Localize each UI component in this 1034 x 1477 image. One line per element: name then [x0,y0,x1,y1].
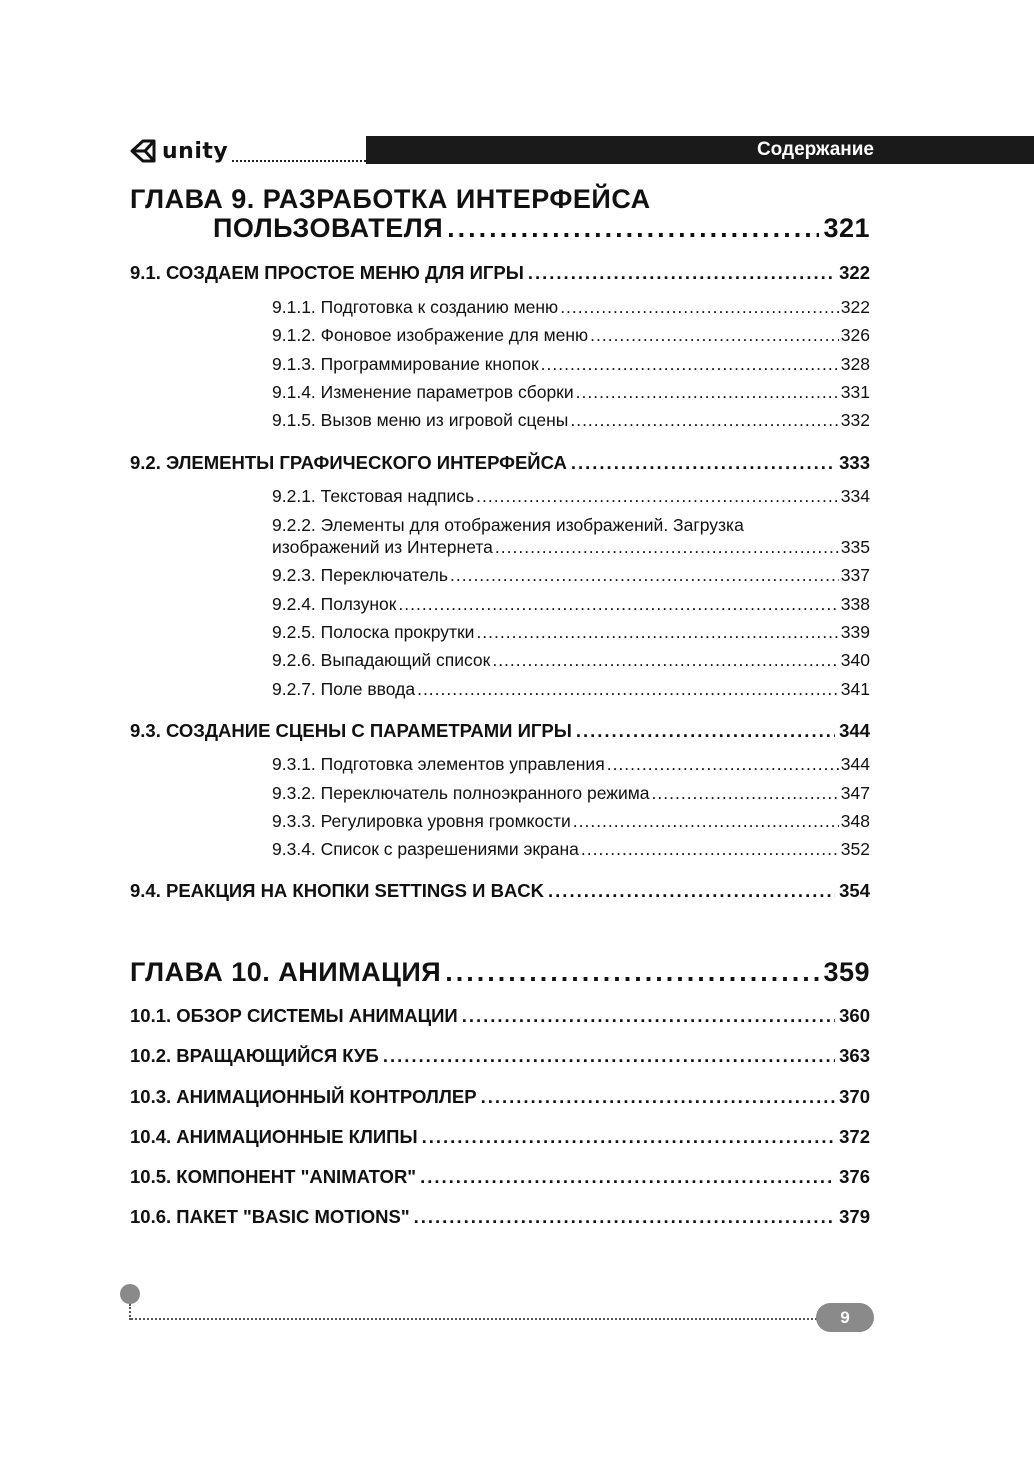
section-title: 10.2. ВРАЩАЮЩИЙСЯ КУБ [130,1045,379,1066]
page-number: 370 [839,1086,870,1107]
toc-entry[interactable] [272,410,870,431]
dot-leader [590,325,839,346]
dot-leader [476,622,838,643]
entry-title: 9.1.3. Программирование кнопок [272,354,539,374]
toc-entry-section[interactable] [130,1166,870,1188]
header-bar [366,136,1034,164]
dot-leader [570,410,838,431]
page-number: 339 [840,622,870,642]
page-number: 322 [840,297,870,317]
section-title: 10.1. ОБЗОР СИСТЕМЫ АНИМАЦИИ [130,1005,458,1026]
toc-entry[interactable] [272,783,870,804]
toc-entry-section[interactable] [130,1045,870,1067]
footer-marker-dot [120,1284,140,1304]
entry-title: изображений из Интернета [272,537,493,557]
entry-title: 9.3.4. Список с разрешениями экрана [272,839,579,859]
toc-entry-section[interactable] [130,1005,870,1027]
dot-leader [398,594,838,615]
toc-entry[interactable] [272,754,870,775]
page-number: 359 [823,957,870,987]
entry-title: 9.1.1. Подготовка к созданию меню [272,297,559,317]
dot-leader [420,1166,835,1188]
toc-entry[interactable] [272,811,870,832]
section-title: Содержание [756,139,874,160]
dot-leader [492,650,838,671]
entry-title: 9.2.4. Ползунок [272,594,397,614]
chapter-title: ГЛАВА 9. РАЗРАБОТКА ИНТЕРФЕЙСА [130,184,651,214]
unity-cube-icon [128,138,158,164]
toc-entry[interactable] [272,486,870,507]
toc-entry-section[interactable] [130,720,870,742]
page-number: 379 [839,1206,870,1227]
page-number: 352 [840,839,870,859]
page-number: 335 [840,537,870,557]
section-title: 10.5. КОМПОНЕНТ "ANIMATOR" [130,1166,417,1187]
toc-entry-section[interactable] [130,1206,870,1228]
dot-leader [422,1126,836,1148]
header-dotted-rule [232,160,366,162]
page-number: 372 [839,1126,870,1147]
entry-title: 9.3.2. Переключатель полноэкранного режима [272,783,650,803]
entry-title: 9.1.4. Изменение параметров сборки [272,382,574,402]
dot-leader [414,1206,836,1228]
chapter-title: ГЛАВА 10. АНИМАЦИЯ [130,957,442,987]
dot-leader [652,783,839,804]
dot-leader [450,565,839,586]
page-number: 331 [840,382,870,402]
page-number: 344 [839,720,870,741]
entry-title: 9.2.6. Выпадающий список [272,650,491,670]
toc-entry-section[interactable] [130,262,870,284]
entry-title: 9.2.1. Текстовая надпись [272,486,475,506]
dot-leader [571,452,835,474]
page-number: 328 [840,354,870,374]
page-number: 333 [839,452,870,473]
dot-leader [541,354,839,375]
toc-entry[interactable] [272,354,870,375]
section-title: 10.3. АНИМАЦИОННЫЙ КОНТРОЛЛЕР [130,1086,477,1107]
page-number: 344 [840,754,870,774]
dot-leader [581,839,839,860]
toc-entry[interactable] [272,594,870,615]
toc-entry[interactable] [272,297,870,318]
page-number: 340 [840,650,870,670]
entry-title: 9.3.1. Подготовка элементов управления [272,754,605,774]
logo-text: unity [162,138,229,164]
dot-leader [476,486,839,507]
section-title: 10.6. ПАКЕТ "BASIC MOTIONS" [130,1206,410,1227]
dot-leader [607,754,839,775]
entry-title: 9.1.5. Вызов меню из игровой сцены [272,410,569,430]
dot-leader [481,1086,836,1108]
dot-leader [445,957,819,988]
toc-entry[interactable] [272,650,870,671]
dot-leader [495,537,839,558]
page-number: 341 [840,679,870,699]
page-number: 334 [840,486,870,506]
dot-leader [417,679,839,700]
toc-entry-section[interactable] [130,1086,870,1108]
toc-entry[interactable] [272,622,870,643]
chapter-title-cont: ПОЛЬЗОВАТЕЛЯ [213,213,444,243]
toc-entry[interactable] [272,679,870,700]
dot-leader [560,297,839,318]
page-number: 338 [840,594,870,614]
toc-entry-section[interactable] [130,1126,870,1148]
dot-leader [576,382,839,403]
toc-entry-section[interactable] [130,880,870,902]
toc-entry[interactable] [272,382,870,403]
section-title: 9.3. СОЗДАНИЕ СЦЕНЫ С ПАРАМЕТРАМИ ИГРЫ [130,720,572,741]
dot-leader [576,720,835,742]
page-number: 363 [839,1045,870,1066]
toc-entry[interactable] [272,325,870,346]
page-number: 348 [840,811,870,831]
section-title: 9.2. ЭЛЕМЕНТЫ ГРАФИЧЕСКОГО ИНТЕРФЕЙСА [130,452,567,473]
entry-title: 9.2.7. Поле ввода [272,679,416,699]
page-number: 376 [839,1166,870,1187]
section-title: 10.4. АНИМАЦИОННЫЕ КЛИПЫ [130,1126,418,1147]
dot-leader [462,1005,835,1027]
toc-entry[interactable] [272,839,870,860]
page-number: 354 [839,880,870,901]
page-number: 360 [839,1005,870,1026]
page-number: 326 [840,325,870,345]
dot-leader [528,262,835,284]
toc-entry-chapter[interactable] [130,957,870,988]
dot-leader [573,811,839,832]
page-number: 347 [840,783,870,803]
dot-leader [548,880,835,902]
entry-title: 9.2.3. Переключатель [272,565,448,585]
entry-title: 9.3.3. Регулировка уровня громкости [272,811,571,831]
entry-title: 9.1.2. Фоновое изображение для меню [272,325,589,345]
page-number-badge: 9 [816,1303,874,1332]
section-title: 9.1. СОЗДАЕМ ПРОСТОЕ МЕНЮ ДЛЯ ИГРЫ [130,262,524,283]
toc-entry[interactable] [272,565,870,586]
dot-leader [447,213,819,244]
page-number: 322 [839,262,870,283]
unity-logo [128,136,228,166]
toc-entry[interactable] [272,537,870,558]
page-number: 321 [823,213,870,243]
toc-entry-section[interactable] [130,452,870,474]
page-number: 337 [840,565,870,585]
entry-title-line1: 9.2.2. Элементы для отображения изображений. Загрузка [272,515,744,535]
footer-dotted-rule [131,1318,817,1320]
page-number: 332 [840,410,870,430]
dot-leader [383,1045,835,1067]
toc-entry-chapter[interactable] [213,213,870,244]
entry-title: 9.2.5. Полоска прокрутки [272,622,475,642]
section-title: 9.4. РЕАКЦИЯ НА КНОПКИ SETTINGS И BACK [130,880,545,901]
